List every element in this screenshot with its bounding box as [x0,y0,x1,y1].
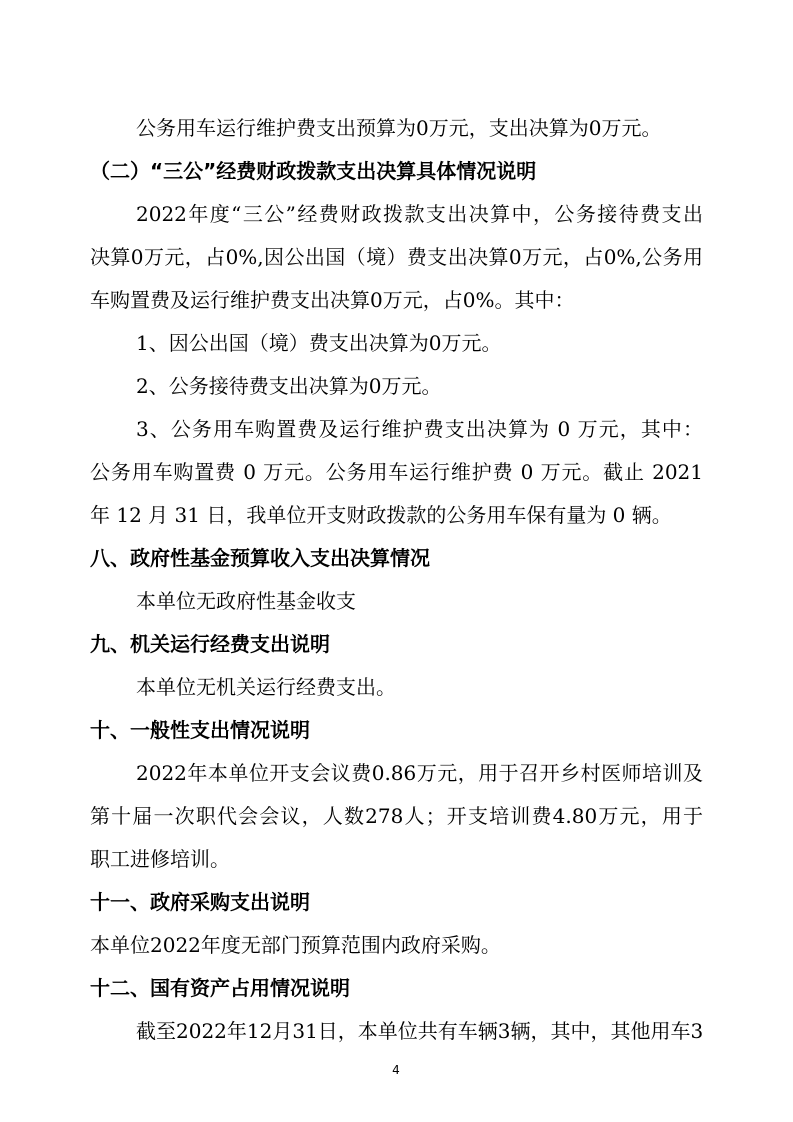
section-heading-operating-expenses: 九、机关运行经费支出说明 [90,632,330,656]
paragraph-line: 2022年度“三公”经费财政拨款支出决算中，公务接待费支出 [136,202,703,226]
section-heading-state-assets: 十二、国有资产占用情况说明 [90,976,350,1000]
paragraph-line: 年 12 月 31 日，我单位开支财政拨款的公务用车保有量为 0 辆。 [90,503,672,527]
paragraph-line: 本单位2022年度无部门预算范围内政府采购。 [90,933,501,957]
section-heading-sangong: （二）“三公”经费财政拨款支出决算具体情况说明 [90,159,537,183]
section-heading-government-fund: 八、政府性基金预算收入支出决算情况 [90,546,430,570]
list-item: 3、公务用车购置费及运行维护费支出决算为 0 万元，其中： [136,417,703,441]
list-item: 2、公务接待费支出决算为0万元。 [136,374,442,398]
paragraph-line: 截至2022年12月31日，本单位共有车辆3辆，其中，其他用车3 [136,1019,704,1043]
paragraph-line: 职工进修培训。 [90,847,230,871]
section-heading-procurement: 十一、政府采购支出说明 [90,890,310,914]
section-heading-general-expenditure: 十、一般性支出情况说明 [90,718,310,742]
paragraph-line: 决算0万元，占0%,因公出国（境）费支出决算0万元，占0%,公务用 [90,245,703,269]
paragraph-line: 车购置费及运行维护费支出决算0万元，占0%。其中： [90,288,575,312]
paragraph-line: 2022年本单位开支会议费0.86万元，用于召开乡村医师培训及 [136,761,703,785]
page-number: 4 [392,1063,400,1077]
paragraph-line: 第十届一次职代会会议，人数278人；开支培训费4.80万元，用于 [90,804,703,828]
list-item: 1、因公出国（境）费支出决算为0万元。 [136,331,502,355]
paragraph-line: 公务用车购置费 0 万元。公务用车运行维护费 0 万元。截止 2021 [90,460,703,484]
paragraph-line: 公务用车运行维护费支出预算为0万元，支出决算为0万元。 [136,116,662,140]
paragraph-line: 本单位无机关运行经费支出。 [136,675,396,699]
paragraph-line: 本单位无政府性基金收支 [136,589,356,613]
